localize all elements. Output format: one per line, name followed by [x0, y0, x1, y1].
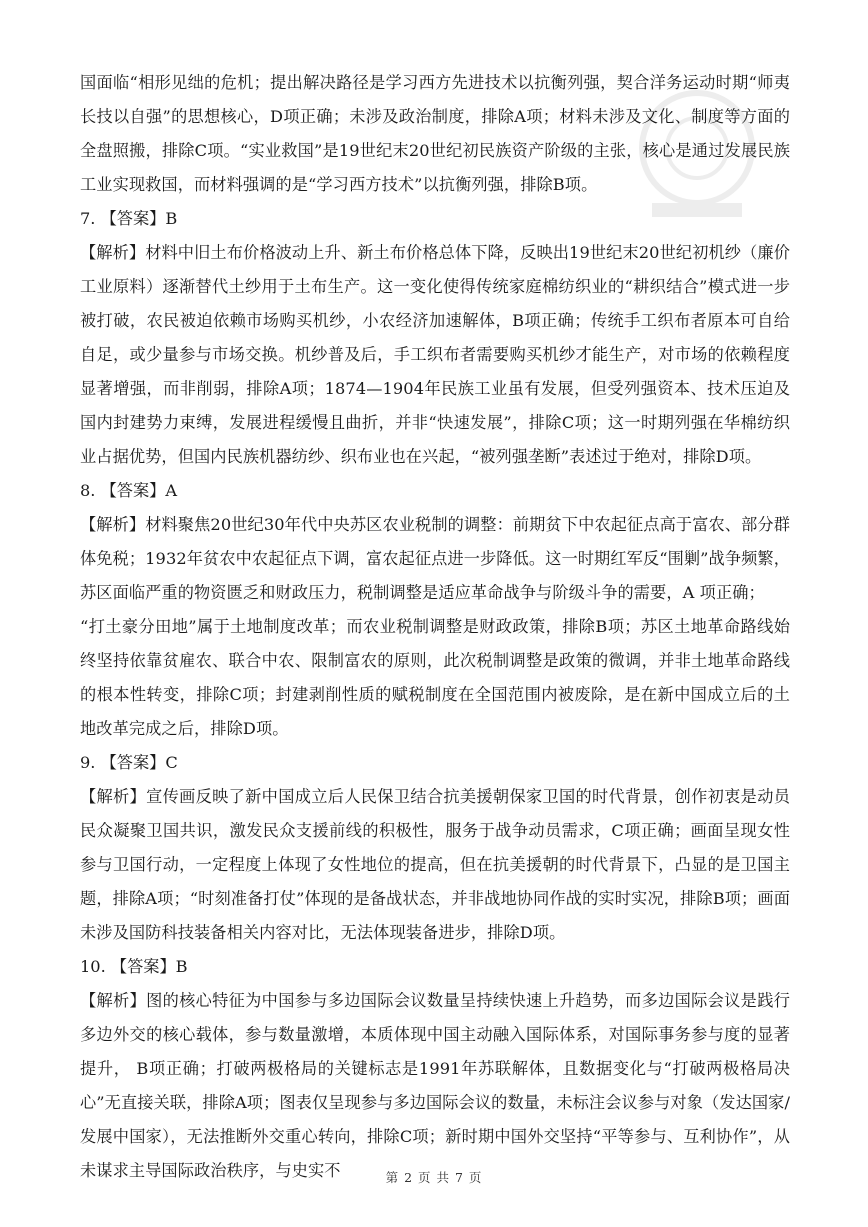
explanation-q10: 【解析】图的核心特征为中国参与多边国际会议数量呈持续快速上升趋势，而多边国际会议是践行多边外交的核心载体，参与数量激增，本质体现中国主动融入国际体系，对国际事务参与度的显著提升， B项正确；打破两极格局的关键标志是1991年苏联解体，且数据变化与“打破两极格局决心”无直接关联，排除A项；图表仅呈现参与多边国际会议的数量，未标注会议参与对象（发达国家/发展中国家），无法推断外交重心转向，排除C项；新时期中国外交坚持“平等参与、互利协作”，从未谋求主导国际政治秩序，与史实不 [80, 991, 790, 1180]
explanation-q7: 【解析】材料中旧土布价格波动上升、新土布价格总体下降，反映出19世纪末20世纪初机纱（廉价工业原料）逐渐替代土纱用于土布生产。这一变化使得传统家庭棉纺织业的“耕织结合”模式进一步被打破，农民被迫依赖市场购买机纱，小农经济加速解体，B项正确；传统手工织布者原本可自给自足，或少量参与市场交换。机纱普及后，手工织布者需要购买机纱才能生产，对市场的依赖程度显著增强，而非削弱，排除A项；1874—1904年民族工业虽有发展，但受列强资本、技术压迫及国内封建势力束缚，发展进程缓慢且曲折，并非“快速发展”，排除C项；这一时期列强在华棉纺织业占据优势，但国内民族机器纺纱、织布业也在兴起，“被列强垄断”表述过于绝对，排除D项。 [80, 243, 790, 466]
page-footer: 第 2 页 共 7 页 [385, 1170, 483, 1185]
explanation-q9: 【解析】宣传画反映了新中国成立后人民保卫结合抗美援朝保家卫国的时代背景，创作初衷是动员民众凝聚卫国共识，激发民众支援前线的积极性，服务于战争动员需求，C项正确；画面呈现女性参与卫国行动，一定程度上体现了女性地位的提高，但在抗美援朝的时代背景下，凸显的是卫国主题，排除A项；“时刻准备打仗”体现的是备战状态，并非战地协同作战的实时实况，排除B项；画面未涉及国防科技装备相关内容对比，无法体现装备进步，排除D项。 [80, 787, 790, 942]
answer-explanations [80, 66, 790, 1188]
answer-q10: 10. 【答案】B [80, 957, 188, 976]
answer-q8: 8. 【答案】A [80, 481, 178, 500]
explanation-q8-part2: “打土豪分田地”属于土地制度改革；而农业税制调整是财政政策，排除B项；苏区土地革命路线始终坚持依靠贫雇农、联合中农、限制富农的原则，此次税制调整是政策的微调，并非土地革命路线的根本性转变，排除C项；封建剥削性质的赋税制度在全国范围内被废除，是在新中国成立后的土地改革完成之后，排除D项。 [80, 617, 790, 738]
answer-q7: 7. 【答案】B [80, 209, 178, 228]
answer-q9: 9. 【答案】C [80, 753, 178, 772]
paragraph-q6-tail: 国面临“相形见绌的危机；提出解决路径是学习西方先进技术以抗衡列强，契合洋务运动时期“师夷长技以自强”的思想核心，D项正确；未涉及政治制度，排除A项；材料未涉及文化、制度等方面的全盘照搬，排除C项。“实业救国”是19世纪末20世纪初民族资产阶级的主张，核心是通过发展民族工业实现救国，而材料强调的是“学习西方技术”以抗衡列强，排除B项。 [80, 73, 790, 194]
explanation-q8-part1: 【解析】材料聚焦20世纪30年代中央苏区农业税制的调整：前期贫下中农起征点高于富农、部分群体免税；1932年贫农中农起征点下调，富农起征点进一步降低。这一时期红军反“围剿”战争频繁，苏区面临严重的物资匮乏和财政压力，税制调整是适应革命战争与阶级斗争的需要，A 项正确； [80, 515, 790, 602]
